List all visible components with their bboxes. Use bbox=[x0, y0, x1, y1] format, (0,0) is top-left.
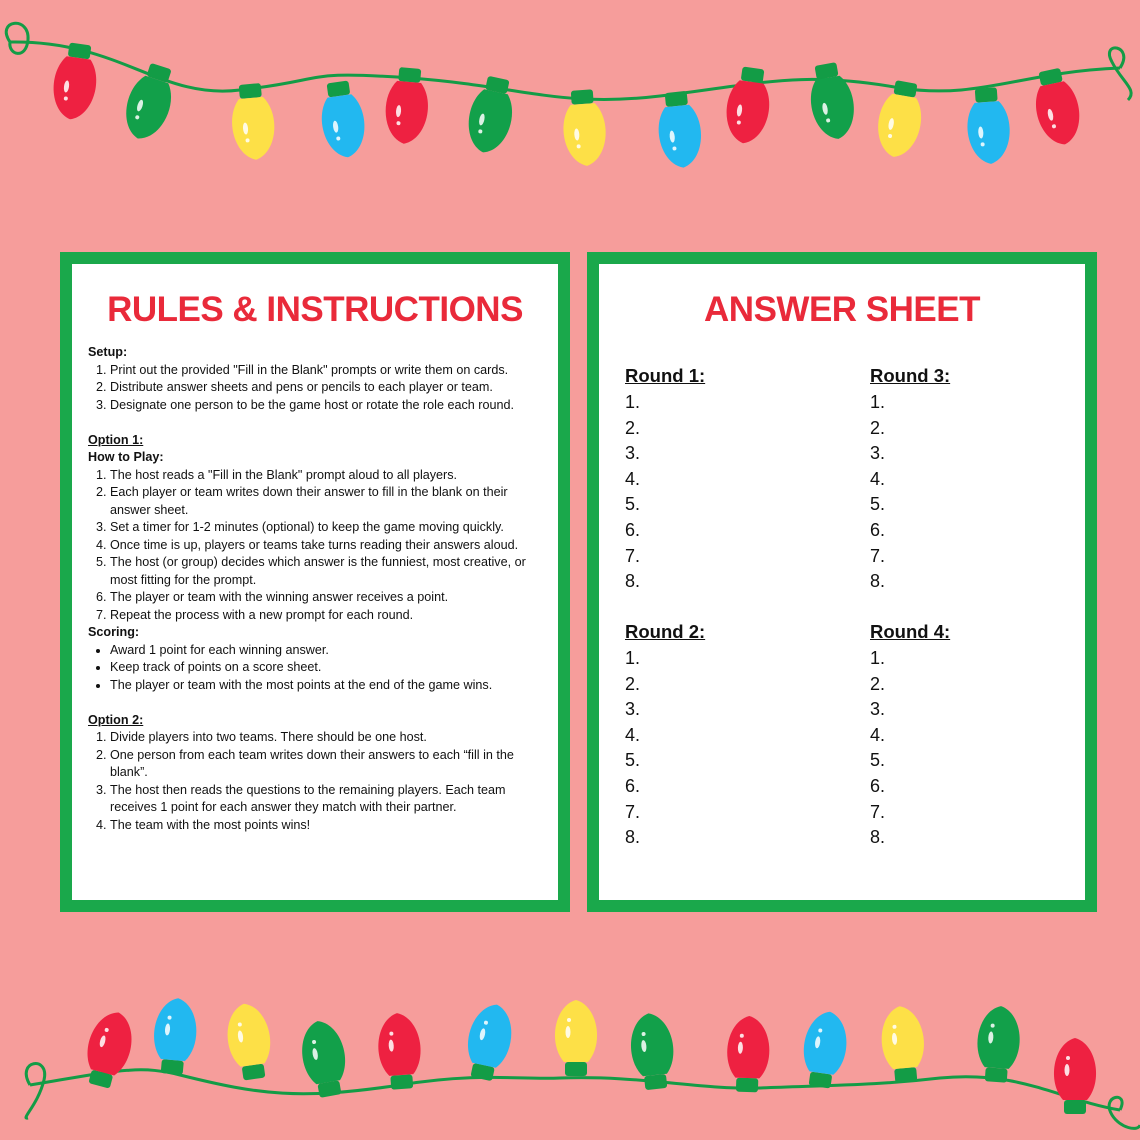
answer-line: 3. bbox=[870, 443, 886, 464]
light-bulb-icon bbox=[79, 1007, 139, 1091]
round-title: Round 1: bbox=[625, 365, 706, 386]
light-bulb-icon bbox=[297, 1017, 352, 1099]
wire-loop bbox=[1109, 1097, 1140, 1128]
answer-line: 3. bbox=[625, 443, 641, 464]
round-3 bbox=[870, 364, 1070, 595]
list-item: 1. The host reads a "Fill in the Blank" prompt aloud to all players. bbox=[110, 467, 544, 485]
answer-line: 2. bbox=[870, 417, 886, 438]
light-bulb-icon bbox=[879, 1004, 928, 1083]
round-title: Round 3: bbox=[870, 365, 951, 386]
answer-line: 2. bbox=[625, 673, 641, 694]
light-bulb-icon bbox=[655, 90, 705, 170]
wire-loop bbox=[26, 1064, 45, 1119]
light-bulb-icon bbox=[555, 1000, 597, 1076]
scoring-items bbox=[88, 642, 544, 695]
list-item: 3. Set a timer for 1-2 minutes (optional) to keep the game moving quickly. bbox=[110, 519, 544, 537]
christmas-lights-bottom bbox=[0, 980, 1140, 1140]
list-item: • Keep track of points on a score sheet. bbox=[110, 659, 544, 677]
option2-heading: Option 2: bbox=[88, 712, 144, 727]
answer-line: 6. bbox=[870, 775, 886, 796]
light-bulb-icon bbox=[726, 1015, 771, 1092]
rules-card-inner bbox=[72, 264, 558, 900]
list-item: 7. Repeat the process with a new prompt for each round. bbox=[110, 607, 544, 625]
answer-line: 5. bbox=[625, 494, 641, 515]
light-bulb-icon bbox=[462, 74, 519, 157]
answer-line: 6. bbox=[625, 519, 641, 540]
list-item: 4. Once time is up, players or teams take turns reading their answers aloud. bbox=[110, 537, 544, 555]
answer-line: 7. bbox=[870, 545, 886, 566]
setup-steps bbox=[88, 362, 544, 415]
wire-loop bbox=[6, 23, 28, 53]
list-item: 1. Divide players into two teams. There should be one host. bbox=[110, 729, 544, 747]
list-item: 6. The player or team with the winning answer receives a point. bbox=[110, 589, 544, 607]
answer-line: 1. bbox=[870, 648, 886, 668]
round-1 bbox=[625, 364, 825, 595]
rules-title: RULES & INSTRUCTIONS bbox=[107, 290, 523, 329]
list-item: 1. Print out the provided "Fill in the Blank" prompts or write them on cards. bbox=[110, 362, 544, 380]
light-wire bbox=[10, 42, 1120, 100]
list-item: 3. The host then reads the questions to the remaining players. Each team receives 1 point for each answer they match with their partner. bbox=[110, 782, 544, 817]
light-bulb-icon bbox=[805, 60, 860, 142]
answer-line: 8. bbox=[625, 571, 641, 592]
list-item: 3. Designate one person to be the game host or rotate the role each round. bbox=[110, 397, 544, 415]
answer-line: 3. bbox=[625, 699, 641, 720]
list-item: 2. Each player or team writes down their answer to fill in the blank on their answer sheet. bbox=[110, 484, 544, 519]
round-title: Round 4: bbox=[870, 621, 951, 642]
how-to-play-heading: How to Play: bbox=[88, 450, 164, 464]
answer-line: 6. bbox=[625, 775, 641, 796]
light-bulb-icon bbox=[965, 87, 1012, 166]
list-item: 2. Distribute answer sheets and pens or pencils to each player or team. bbox=[110, 379, 544, 397]
answer-line: 8. bbox=[870, 827, 886, 848]
answer-line: 3. bbox=[870, 699, 886, 720]
answer-line: 7. bbox=[870, 801, 886, 822]
answer-line: 1. bbox=[625, 392, 641, 412]
round-title: Round 2: bbox=[625, 621, 706, 642]
answer-line: 4. bbox=[625, 468, 641, 489]
answer-line: 1. bbox=[870, 392, 886, 412]
answer-line: 7. bbox=[625, 801, 641, 822]
light-bulb-icon bbox=[799, 1009, 851, 1090]
rules-card bbox=[60, 252, 570, 912]
light-bulb-icon bbox=[317, 79, 369, 160]
list-item: • The player or team with the most points at the end of the game wins. bbox=[110, 677, 544, 695]
answer-sheet-card bbox=[587, 252, 1097, 912]
answer-line: 2. bbox=[870, 673, 886, 694]
scoring-heading: Scoring: bbox=[88, 625, 140, 639]
answer-line: 4. bbox=[870, 724, 886, 745]
answer-lines bbox=[625, 390, 825, 595]
answer-line: 5. bbox=[625, 750, 641, 771]
option1-heading: Option 1: bbox=[88, 432, 144, 447]
light-bulb-icon bbox=[975, 1005, 1022, 1084]
rules-body bbox=[72, 330, 558, 834]
answer-line: 5. bbox=[870, 750, 886, 771]
light-bulb-icon bbox=[223, 1001, 275, 1082]
light-bulb-icon bbox=[229, 82, 278, 161]
list-item: 4. The team with the most points wins! bbox=[110, 817, 544, 835]
light-bulb-icon bbox=[151, 996, 200, 1075]
wire-loop bbox=[1109, 48, 1131, 100]
christmas-lights-top bbox=[0, 0, 1140, 200]
answer-line: 7. bbox=[625, 545, 641, 566]
round-2 bbox=[625, 620, 825, 851]
answer-line: 4. bbox=[625, 724, 641, 745]
answer-sheet-title: ANSWER SHEET bbox=[704, 290, 980, 329]
list-item: • Award 1 point for each winning answer. bbox=[110, 642, 544, 660]
round-4 bbox=[870, 620, 1070, 851]
setup-heading: Setup: bbox=[88, 345, 128, 359]
light-bulb-icon bbox=[461, 1000, 518, 1083]
answer-lines bbox=[870, 390, 1070, 595]
answer-line: 8. bbox=[870, 571, 886, 592]
answer-line: 4. bbox=[870, 468, 886, 489]
answer-line: 1. bbox=[625, 648, 641, 668]
answer-line: 2. bbox=[625, 417, 641, 438]
light-bulb-icon bbox=[722, 65, 774, 146]
light-bulb-icon bbox=[118, 60, 182, 145]
answer-sheet-inner bbox=[599, 264, 1085, 900]
answer-lines bbox=[625, 646, 825, 851]
answer-line: 5. bbox=[870, 494, 886, 515]
list-item: 2. One person from each team writes down their answers to each “fill in the blank”. bbox=[110, 747, 544, 782]
light-bulb-icon bbox=[376, 1012, 423, 1091]
option2-steps bbox=[88, 729, 544, 834]
answer-lines bbox=[870, 646, 1070, 851]
option1-steps bbox=[88, 467, 544, 625]
answer-line: 6. bbox=[870, 519, 886, 540]
answer-line: 8. bbox=[625, 827, 641, 848]
list-item: 5. The host (or group) decides which answer is the funniest, most creative, or most fitting for the prompt. bbox=[110, 554, 544, 589]
